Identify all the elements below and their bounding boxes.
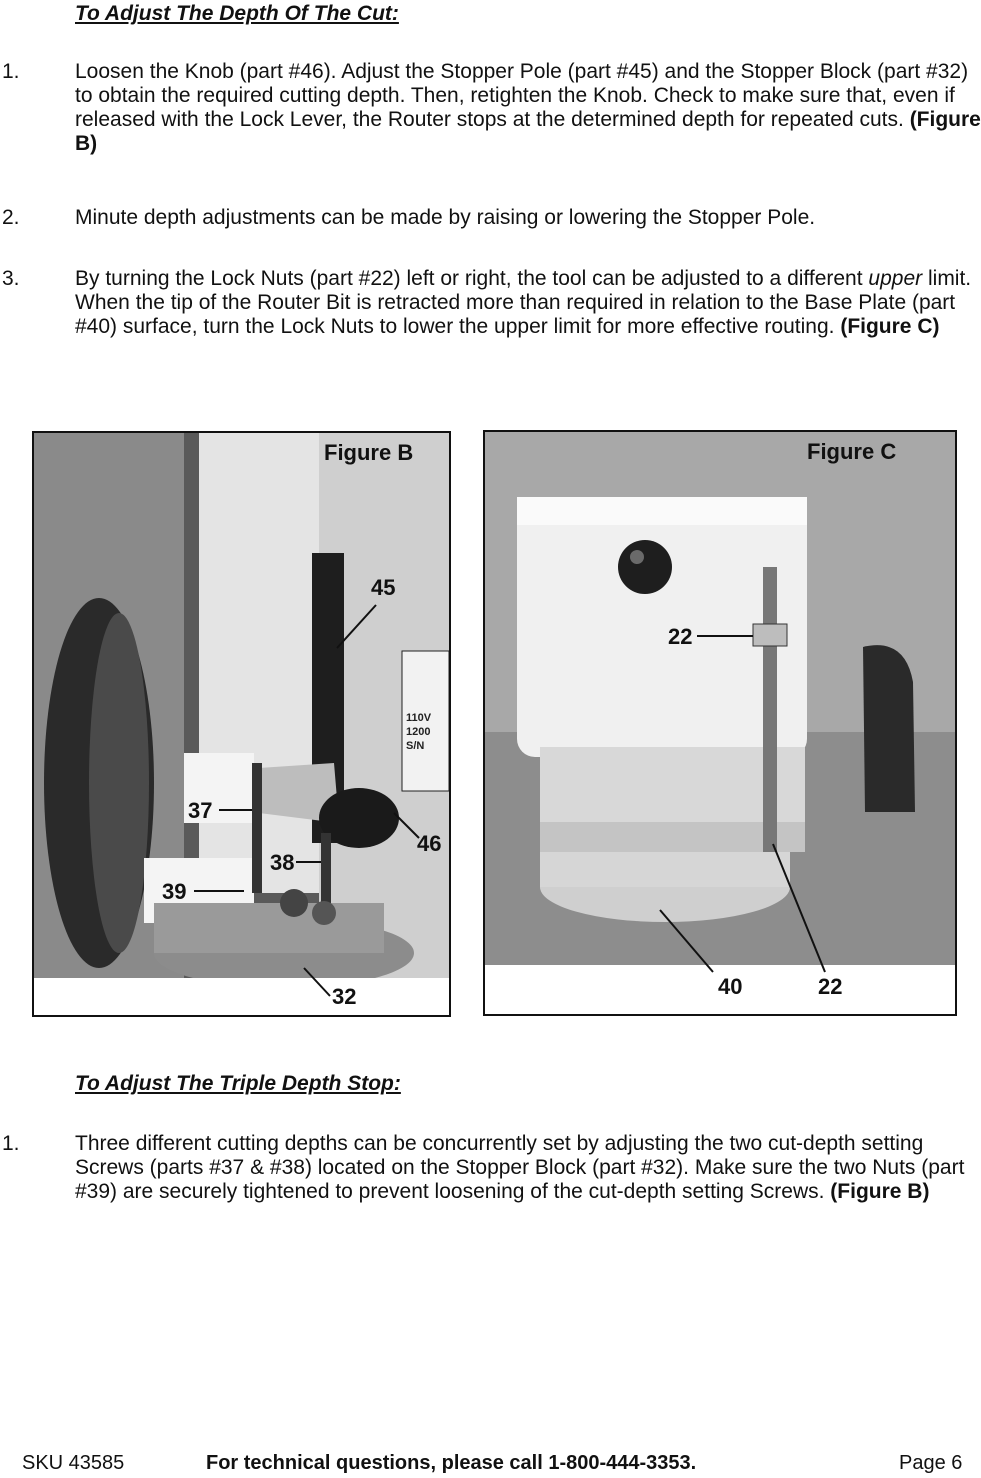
callout-39: 39: [162, 879, 187, 904]
callout-40: 40: [718, 974, 743, 999]
item-body-text: By turning the Lock Nuts (part #22) left or right, the tool can be adjusted to a different: [75, 267, 863, 290]
footer-sku: SKU 43585: [22, 1452, 125, 1474]
section-heading-depth-of-cut: To Adjust The Depth Of The Cut:: [75, 2, 399, 25]
footer-phone: For technical questions, please call 1-800-444-3353.: [206, 1452, 697, 1474]
figure-b: [32, 431, 451, 1017]
item-text: [75, 1132, 981, 1204]
item-text: [75, 267, 981, 339]
figure-c: [483, 430, 957, 1016]
section-heading-triple-depth-stop: To Adjust The Triple Depth Stop:: [75, 1072, 401, 1095]
callout-46: 46: [417, 831, 442, 856]
footer-page-number: Page 6: [899, 1452, 963, 1474]
figure-reference: (Figure B): [830, 1180, 930, 1203]
item-body-text: limit. When the tip of the Router Bit is retracted more than required in relation to the Base Plate (part #40) surface, turn the Lock Nuts to lower the upper limit for more effective routing.: [75, 267, 972, 338]
item-text: [75, 206, 981, 230]
callout-38: 38: [270, 850, 295, 875]
emphasized-word: upper: [868, 267, 923, 290]
figure-reference: (Figure B): [75, 108, 981, 155]
plate-text-voltage: 110V: [406, 712, 432, 724]
item-body-text: Three different cutting depths can be concurrently set by adjusting the two cut-depth setting Screws (parts #37 & #38) located on the Stopper Block (part #32). Make sure the two Nuts (part #39) are securely tightened to prevent loosening of the cut-depth setting Screws.: [75, 1132, 965, 1203]
plate-text-wattage: 1200: [406, 726, 431, 738]
item-body-text: Minute depth adjustments can be made by raising or lowering the Stopper Pole.: [75, 206, 816, 229]
callout-32: 32: [332, 984, 357, 1009]
item-number: 1.: [2, 60, 20, 83]
callout-22-upper: 22: [668, 624, 693, 649]
figure-c-title: Figure C: [807, 439, 897, 464]
plate-text-serial: S/N: [406, 740, 425, 752]
item-body-text: Loosen the Knob (part #46). Adjust the Stopper Pole (part #45) and the Stopper Block (part #32) to obtain the required cutting depth. Then, retighten the Knob. Check to make sure that, even if released with the Lock Lever, the Router stops at the determined depth for repeated cuts.: [75, 60, 969, 131]
item-number: 3.: [2, 267, 20, 290]
item-number: 2.: [2, 206, 20, 229]
callout-37: 37: [188, 798, 213, 823]
item-number: 1.: [2, 1132, 20, 1155]
callout-22-lower: 22: [818, 974, 843, 999]
callout-45: 45: [371, 575, 396, 600]
figure-reference: (Figure C): [840, 315, 940, 338]
figure-b-title: Figure B: [324, 440, 414, 465]
item-text: [75, 60, 981, 156]
